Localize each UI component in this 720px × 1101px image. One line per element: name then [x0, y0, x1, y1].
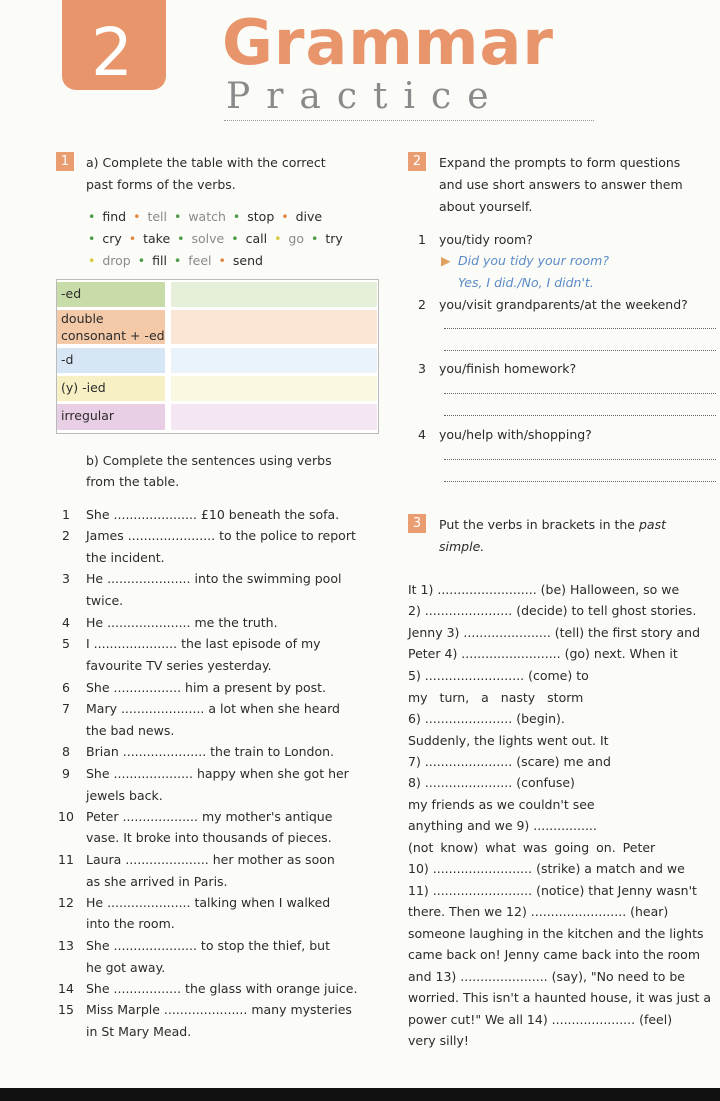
sentence-13-line2: he got away.	[86, 960, 166, 975]
story-line-13: (not know) what was going on. Peter	[408, 840, 656, 855]
story-line-12: anything and we 9) ................	[408, 818, 597, 833]
title-rule	[224, 120, 594, 121]
ex2-item-3-prompt: you/finish homework?	[439, 361, 577, 376]
story-line-10: 8) ...................... (confuse)	[408, 775, 575, 790]
sentence-13-number: 13	[58, 938, 74, 953]
sentence-10-line1: Peter ................... my mother's antique	[86, 809, 333, 824]
verb-list-row-3: • drop • fill • feel • send	[88, 253, 263, 268]
sentence-5-line1: I ..................... the last episode of my	[86, 636, 321, 651]
verb-list-row-1: • find • tell • watch • stop • dive	[88, 209, 323, 224]
table-row-irregular: irregular	[61, 408, 115, 423]
sentence-9-line1: She .................... happy when she got her	[86, 766, 349, 781]
sentence-1: She ..................... £10 beneath the sofa.	[86, 507, 340, 522]
ex1-instruction-a-line2: past forms of the verbs.	[86, 177, 236, 192]
sentence-9-line2: jewels back.	[86, 788, 163, 803]
story-line-4: Peter 4) ......................... (go) next. When it	[408, 646, 678, 661]
story-line-6: my turn, a nasty storm	[408, 690, 584, 705]
story-line-9: 7) ...................... (scare) me and	[408, 754, 611, 769]
answer-line	[444, 415, 716, 416]
exercise-2-number: 2	[408, 152, 426, 171]
ex2-item-1-number: 1	[418, 232, 426, 247]
story-line-15: 11) ......................... (notice) that Jenny wasn't	[408, 883, 697, 898]
sentence-9-number: 9	[62, 766, 70, 781]
sentence-2-number: 2	[62, 528, 70, 543]
exercise-3-number: 3	[408, 514, 426, 533]
sentence-7-number: 7	[62, 701, 70, 716]
sentence-15-line1: Miss Marple ..................... many mysteries	[86, 1002, 352, 1017]
ex2-item-2-number: 2	[418, 297, 426, 312]
sentence-6: She ................. him a present by post.	[86, 680, 326, 695]
answer-line	[444, 393, 716, 394]
sentence-11-number: 11	[58, 852, 74, 867]
sentence-1-number: 1	[62, 507, 70, 522]
table-row-double: double	[61, 311, 104, 326]
sentence-2-line1: James ...................... to the police to report	[86, 528, 356, 543]
sentence-14: She ................. the glass with orange juice.	[86, 981, 358, 996]
exercise-1-number: 1	[56, 152, 74, 171]
story-line-18: came back on! Jenny came back into the room	[408, 947, 700, 962]
story-line-1: It 1) ......................... (be) Halloween, so we	[408, 582, 680, 597]
example-answer: Yes, I did./No, I didn't.	[458, 275, 594, 290]
sentence-12-line2: into the room.	[86, 916, 175, 931]
ex2-item-1-prompt: you/tidy room?	[439, 232, 533, 247]
ex2-item-2-prompt: you/visit grandparents/at the weekend?	[439, 297, 688, 312]
example-question: Did you tidy your room?	[458, 253, 609, 268]
sentence-4-number: 4	[62, 615, 70, 630]
answer-line	[444, 481, 716, 482]
table-row-ied: (y) -ied	[61, 380, 106, 395]
sentence-14-number: 14	[58, 981, 74, 996]
story-line-7: 6) ...................... (begin).	[408, 711, 565, 726]
sentence-3-line2: twice.	[86, 593, 124, 608]
ex1-instruction-b-line2: from the table.	[86, 474, 180, 489]
bottom-bar	[0, 1088, 720, 1101]
ex1-instruction-a-line1: a) Complete the table with the correct	[86, 155, 326, 170]
story-line-22: very silly!	[408, 1033, 469, 1048]
unit-number: 2	[91, 14, 133, 91]
ex1-instruction-b-line1: b) Complete the sentences using verbs	[86, 453, 332, 468]
ex2-item-4-number: 4	[418, 427, 426, 442]
answer-line	[444, 328, 716, 329]
sentence-13-line1: She ..................... to stop the thief, but	[86, 938, 331, 953]
story-line-5: 5) ......................... (come) to	[408, 668, 589, 683]
answer-line	[444, 459, 716, 460]
story-line-8: Suddenly, the lights went out. It	[408, 733, 609, 748]
sentence-6-number: 6	[62, 680, 70, 695]
story-line-2: 2) ...................... (decide) to tell ghost stories.	[408, 603, 697, 618]
story-line-16: there. Then we 12) ........................ (hear)	[408, 904, 669, 919]
table-row-ed: -ed	[61, 286, 82, 301]
story-line-19: and 13) ...................... (say), "No need to be	[408, 969, 685, 984]
sentence-5-line2: favourite TV series yesterday.	[86, 658, 272, 673]
story-line-11: my friends as we couldn't see	[408, 797, 595, 812]
sentence-7-line1: Mary ..................... a lot when she heard	[86, 701, 340, 716]
sentence-10-line2: vase. It broke into thousands of pieces.	[86, 830, 332, 845]
verb-list-row-2: • cry • take • solve • call • go • try	[88, 231, 343, 246]
story-line-20: worried. This isn't a haunted house, it was just a	[408, 990, 712, 1005]
ex2-item-4-prompt: you/help with/shopping?	[439, 427, 592, 442]
story-line-21: power cut!" We all 14) ..................... (feel)	[408, 1012, 673, 1027]
story-line-14: 10) ......................... (strike) a match and we	[408, 861, 685, 876]
sentence-12-number: 12	[58, 895, 74, 910]
sentence-8-number: 8	[62, 744, 70, 759]
answer-line	[444, 350, 716, 351]
arrow-right-icon: ▶	[441, 253, 451, 268]
page-title: Grammar	[222, 6, 554, 79]
sentence-11-line2: as she arrived in Paris.	[86, 874, 228, 889]
sentence-5-number: 5	[62, 636, 70, 651]
ex3-instruction-line1: Put the verbs in brackets in the past	[439, 517, 666, 532]
sentence-4: He ..................... me the truth.	[86, 615, 278, 630]
story-line-17: someone laughing in the kitchen and the lights	[408, 926, 704, 941]
sentence-10-number: 10	[58, 809, 74, 824]
sentence-11-line1: Laura ..................... her mother as soon	[86, 852, 335, 867]
ex2-instruction-line1: Expand the prompts to form questions	[439, 155, 681, 170]
sentence-7-line2: the bad news.	[86, 723, 175, 738]
verb-form-table	[56, 279, 379, 434]
sentence-15-number: 15	[58, 1002, 74, 1017]
page-subtitle: Practice	[226, 76, 505, 117]
sentence-2-line2: the incident.	[86, 550, 165, 565]
ex2-instruction-line3: about yourself.	[439, 199, 533, 214]
ex3-instruction-line2: simple.	[439, 539, 485, 554]
sentence-3-number: 3	[62, 571, 70, 586]
ex2-instruction-line2: and use short answers to answer them	[439, 177, 683, 192]
table-row-consonant: consonant + -ed	[61, 328, 165, 343]
sentence-12-line1: He ..................... talking when I walked	[86, 895, 331, 910]
sentence-15-line2: in St Mary Mead.	[86, 1024, 192, 1039]
ex2-item-3-number: 3	[418, 361, 426, 376]
story-line-3: Jenny 3) ...................... (tell) the first story and	[408, 625, 701, 640]
sentence-8: Brian ..................... the train to London.	[86, 744, 335, 759]
table-row-d: -d	[61, 352, 74, 367]
sentence-3-line1: He ..................... into the swimming pool	[86, 571, 342, 586]
